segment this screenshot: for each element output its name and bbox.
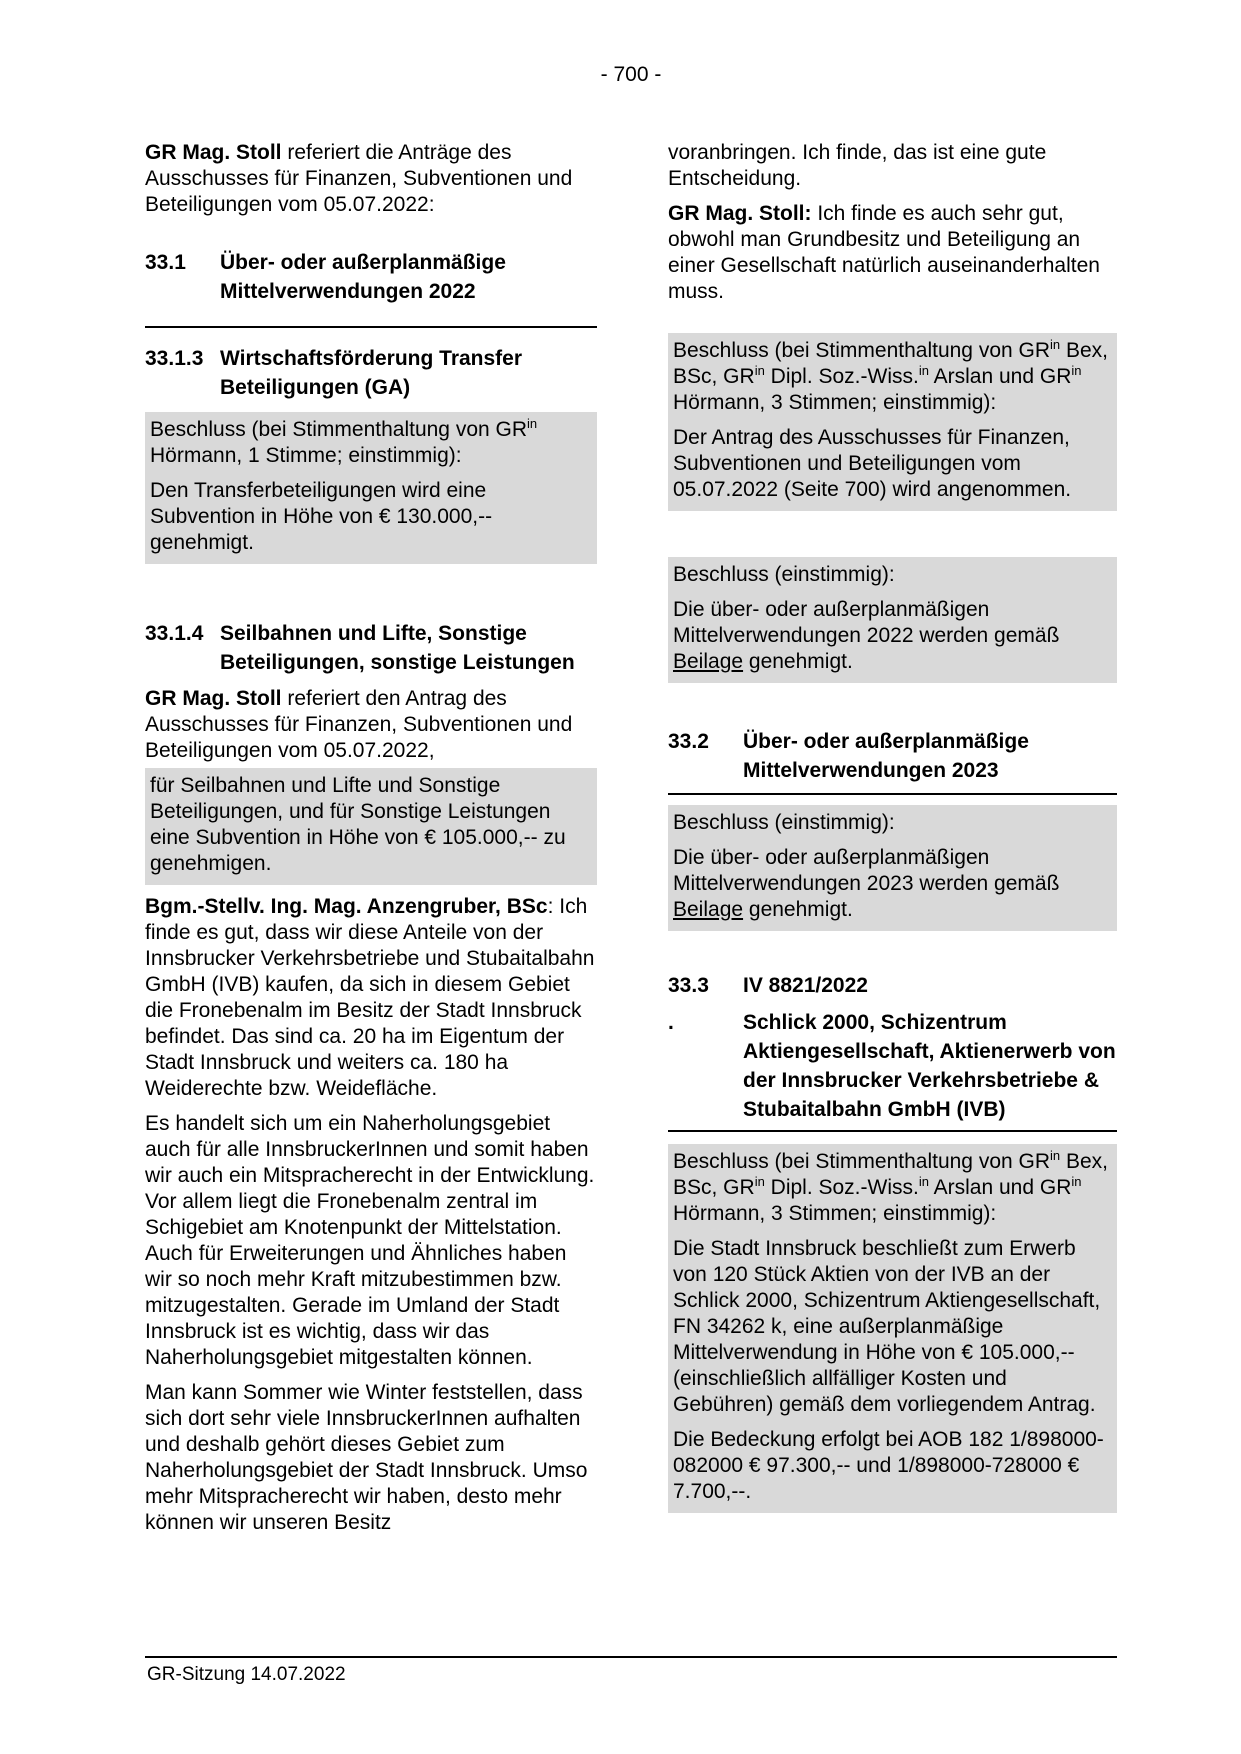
section-heading-33-1-4	[145, 619, 597, 677]
section-number: 33.1.3	[145, 347, 204, 370]
paragraph-stoll-reply	[668, 201, 1117, 305]
text-run: Bex, BSc, GR	[673, 1150, 1108, 1199]
paragraph-naherholung: Es handelt sich um ein Naherholungsgebiet auch für alle InnsbruckerInnen und somit haben wir auch ein Mitspracherecht in der Entwicklung. Vor allem liegt die Fronebenalm zentral im Schigebiet am Knotenpunkt der Mittelstation. Auch für Erweiterungen und Ähnliches haben wir so noch mehr Kraft mitzubestimmen bzw. mitzugestalten. Gerade im Umland der Stadt Innsbruck ist es wichtig, dass wir das Naherholungsgebiet mitgestalten können.	[145, 1112, 595, 1369]
section-title: Über- oder außerplanmäßige Mittelverwendungen 2022	[220, 251, 506, 303]
superscript-in: in	[918, 1174, 929, 1189]
section-title: Über- oder außerplanmäßige Mittelverwendungen 2023	[743, 730, 1029, 782]
footer-rule	[145, 1656, 1117, 1658]
motion-text: für Seilbahnen und Lifte und Sonstige Beteiligungen, und für Sonstige Leistungen eine Subvention in Höhe von € 105.000,-- zu genehmigen.	[150, 774, 566, 875]
speaker-name: GR Mag. Stoll	[145, 687, 282, 710]
page-number: - 700 -	[600, 63, 662, 86]
superscript-in: in	[1071, 1174, 1082, 1189]
text-run: Dipl. Soz.-Wiss.	[764, 1176, 919, 1199]
text-run: Beschluss (bei Stimmenthaltung von GR	[673, 1150, 1051, 1173]
paragraph-stoll-intro	[145, 140, 597, 218]
superscript-in: in	[527, 416, 538, 431]
text-run: Die über- oder außerplanmäßigen Mittelverwendungen 2023 werden gemäß	[673, 846, 1060, 895]
section-title: IV 8821/2022	[743, 974, 868, 997]
speaker-name: GR Mag. Stoll:	[668, 202, 812, 225]
section-heading-33-2	[668, 727, 1117, 795]
text-run: Hörmann, 3 Stimmen; einstimmig):	[673, 1202, 997, 1225]
decision-header	[150, 417, 591, 469]
superscript-in: in	[1050, 1148, 1061, 1163]
section-number: 33.3	[668, 974, 709, 997]
left-column	[145, 140, 597, 1536]
text-run: Ich finde es auch sehr gut, obwohl man Grundbesitz und Beteiligung an einer Gesellschaft natürlich auseinanderhalten muss.	[668, 202, 1100, 303]
text-run: Die über- oder außerplanmäßigen Mittelverwendungen 2022 werden gemäß	[673, 598, 1060, 647]
decision-text: Den Transferbeteiligungen wird eine Subvention in Höhe von € 130.000,-- genehmigt.	[150, 479, 493, 554]
text-run: Hörmann, 3 Stimmen; einstimmig):	[673, 391, 997, 414]
text-run: : Ich finde es gut, dass wir diese Anteile von der Innsbrucker Verkehrsbetriebe und Stubaitalbahn GmbH (IVB) kaufen, da sich in diesem Gebiet die Fronebenalm im Besitz der Stadt Innsbruck befindet. Das sind ca. 20 ha im Eigentum der Stadt Innsbruck und weiters ca. 180 ha Weiderechte bzw. Weidefläche.	[145, 895, 595, 1100]
section-heading-33-3	[668, 971, 1117, 1132]
text-run: Beschluss (bei Stimmenthaltung von GR	[673, 339, 1051, 362]
speaker-name: Bgm.-Stellv. Ing. Mag. Anzengruber, BSc	[145, 895, 548, 918]
decision-header	[673, 338, 1111, 416]
decision-text	[673, 845, 1111, 923]
text-run: referiert den Antrag des Ausschusses für Finanzen, Subventionen und Beteiligungen vom 05.07.2022,	[145, 687, 573, 762]
decision-funding-text: Die Bedeckung erfolgt bei AOB 182 1/898000-082000 € 97.300,-- und 1/898000-728000 € 7.700,--.	[673, 1428, 1104, 1503]
underlined-beilage: Beilage	[673, 650, 744, 673]
text-run: Bex, BSc, GR	[673, 339, 1108, 388]
speaker-name: GR Mag. Stoll	[145, 141, 282, 164]
superscript-in: in	[1071, 363, 1082, 378]
section-heading-33-1-3	[145, 344, 597, 402]
decision-box-2022	[668, 557, 1117, 683]
paragraph-anzengruber	[145, 894, 597, 1102]
decision-text: Der Antrag des Ausschusses für Finanzen, Subventionen und Beteiligungen vom 05.07.2022 (Seite 700) wird angenommen.	[673, 426, 1072, 501]
decision-text	[673, 597, 1111, 675]
text-run: referiert die Anträge des Ausschusses für Finanzen, Subventionen und Beteiligungen vom 05.07.2022:	[145, 141, 573, 216]
paragraph-stoll-antrag	[145, 686, 597, 764]
superscript-in: in	[1050, 337, 1061, 352]
section-subtitle: Schlick 2000, Schizentrum Aktiengesellschaft, Aktienerwerb von der Innsbrucker Verkehrsbetriebe & Stubaitalbahn GmbH (IVB)	[743, 1011, 1116, 1121]
section-title: Seilbahnen und Lifte, Sonstige Beteiligungen, sonstige Leistungen	[220, 622, 575, 674]
decision-header: Beschluss (einstimmig):	[673, 563, 895, 586]
section-number: 33.1	[145, 251, 186, 274]
decision-box-antrag	[668, 333, 1117, 511]
superscript-in: in	[918, 363, 929, 378]
section-number: 33.1.4	[145, 622, 204, 645]
section-subnumber: .	[668, 1011, 674, 1034]
text-run: Arslan und GR	[928, 365, 1072, 388]
text-run: Dipl. Soz.-Wiss.	[764, 365, 919, 388]
text-run: genehmigt.	[743, 650, 853, 673]
text-run: Hörmann, 1 Stimme; einstimmig):	[150, 444, 462, 467]
text-run: Arslan und GR	[928, 1176, 1072, 1199]
section-heading-33-1	[145, 248, 597, 328]
footer-label: GR-Sitzung 14.07.2022	[147, 1664, 346, 1685]
superscript-in: in	[754, 1174, 765, 1189]
decision-box-schlick	[668, 1144, 1117, 1513]
paragraph-sommer-winter: Man kann Sommer wie Winter feststellen, dass sich dort sehr viele InnsbruckerInnen aufhalten und deshalb gehört dieses Gebiet zum Naherholungsgebiet der Stadt Innsbruck. Umso mehr Mitspracherecht wir haben, desto mehr können wir unseren Besitz	[145, 1381, 588, 1534]
superscript-in: in	[754, 363, 765, 378]
underlined-beilage: Beilage	[673, 898, 744, 921]
motion-box-33-1-4	[145, 768, 597, 885]
decision-header: Beschluss (einstimmig):	[673, 811, 895, 834]
section-number: 33.2	[668, 730, 709, 753]
section-title: Wirtschaftsförderung Transfer Beteiligungen (GA)	[220, 347, 523, 399]
decision-box-33-1-3	[145, 412, 597, 564]
decision-box-2023	[668, 805, 1117, 931]
right-column	[668, 140, 1117, 1513]
text-run: Beschluss (bei Stimmenthaltung von GR	[150, 418, 528, 441]
decision-text: Die Stadt Innsbruck beschließt zum Erwerb von 120 Stück Aktien von der IVB an der Schlick 2000, Schizentrum Aktiengesellschaft, FN 34262 k, eine außerplanmäßige Mittelverwendung in Höhe von € 105.000,-- (einschließlich allfälliger Kosten und Gebühren) gemäß dem vorliegendem Antrag.	[673, 1237, 1101, 1416]
decision-header	[673, 1149, 1111, 1227]
paragraph-continuation: voranbringen. Ich finde, das ist eine gute Entscheidung.	[668, 141, 1047, 190]
text-run: genehmigt.	[743, 898, 853, 921]
